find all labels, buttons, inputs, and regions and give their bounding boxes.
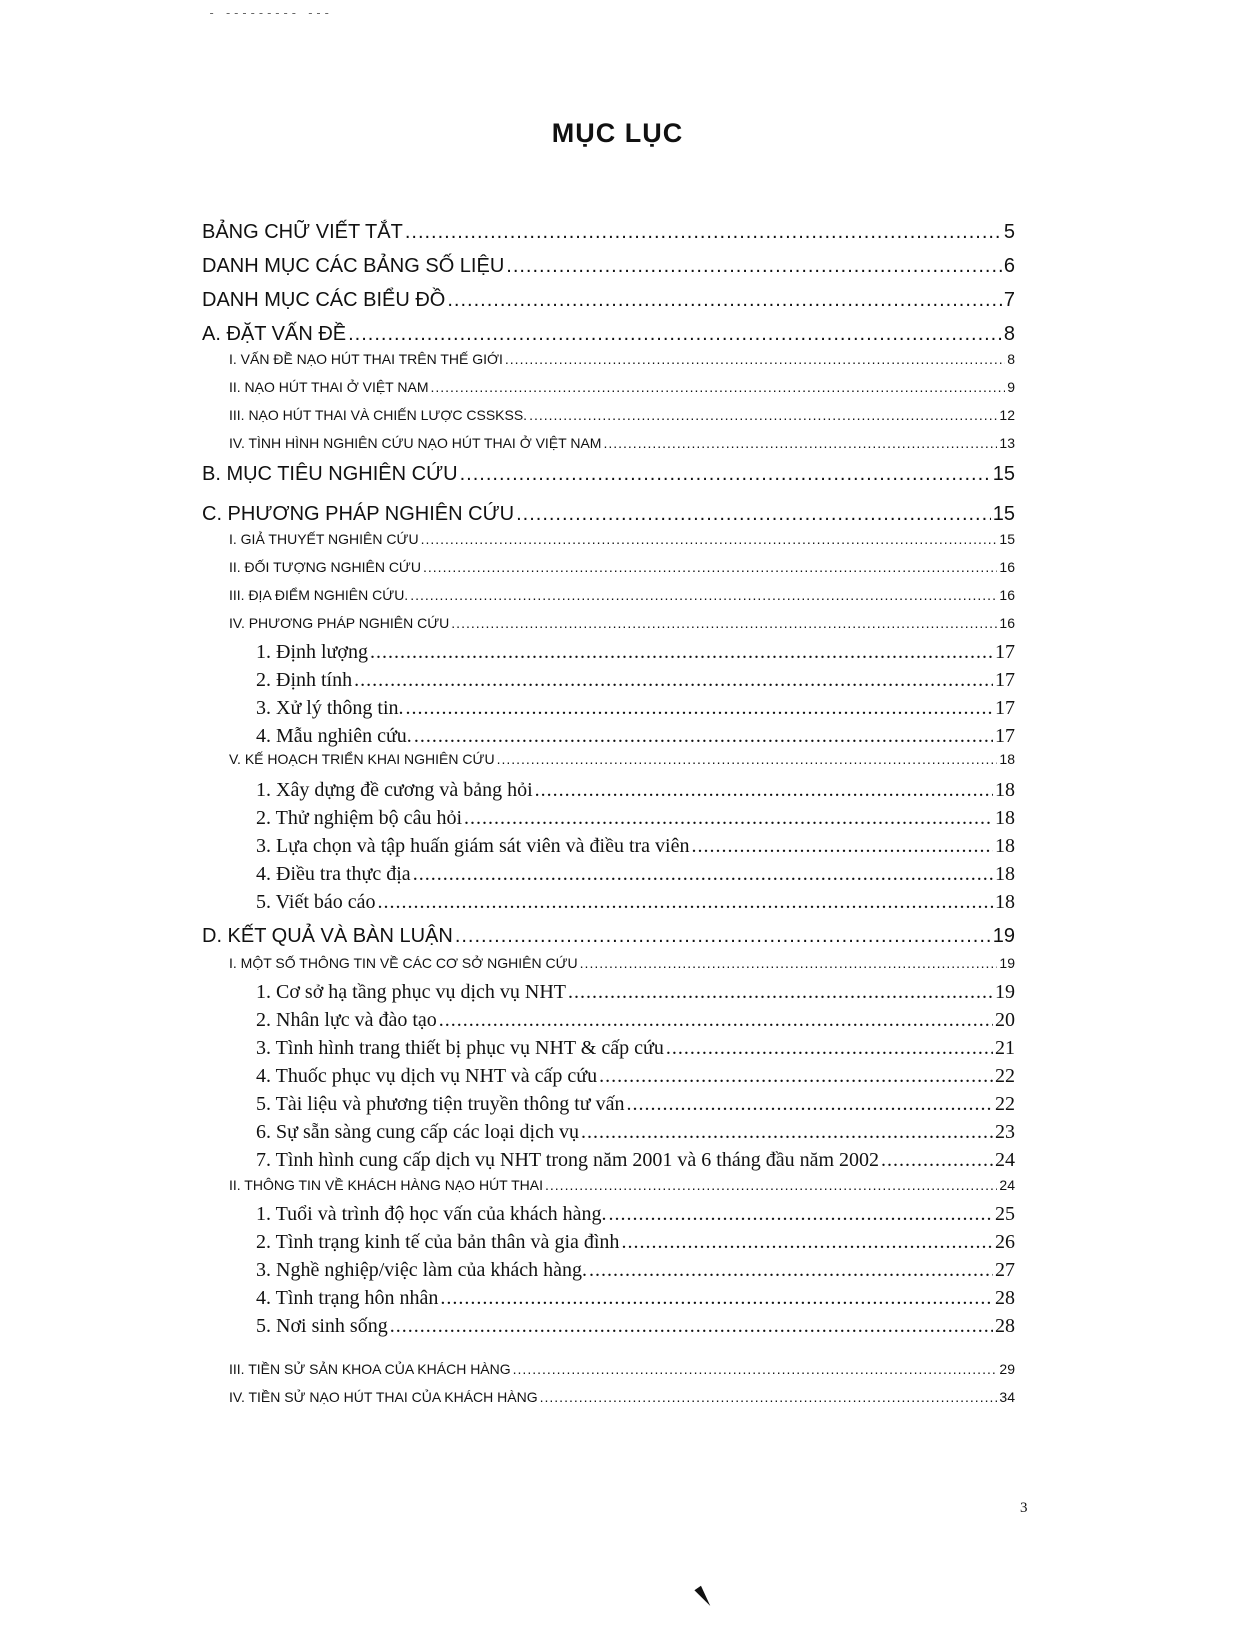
toc-entry-page: 16 [999, 615, 1015, 631]
toc-leader-dots [439, 1009, 993, 1032]
toc-entry-page: 15 [992, 503, 1015, 525]
toc-entry-label: A. ĐẶT VẤN ĐỀ [202, 323, 347, 345]
toc-leader-dots [580, 955, 998, 971]
toc-entry-page: 12 [999, 407, 1015, 423]
toc-leader-dots [589, 1259, 993, 1282]
toc-entry [256, 1065, 1015, 1088]
toc-leader-dots [691, 835, 993, 858]
toc-leader-dots [464, 807, 993, 830]
toc-entry-label: IV. PHƯƠNG PHÁP NGHIÊN CỨU [229, 615, 450, 631]
toc-entry-label: 7. Tình hình cung cấp dịch vụ NHT trong năm 2001 và 6 tháng đầu năm 2002 [256, 1149, 880, 1171]
toc-entry-page: 27 [995, 1259, 1015, 1281]
toc-entry-page: 13 [999, 435, 1015, 451]
toc-entry-page: 17 [995, 697, 1015, 719]
toc-leader-dots [535, 779, 993, 802]
toc-entry-label: B. MỤC TIÊU NGHIÊN CỨU [202, 463, 458, 485]
toc-entry-page: 18 [995, 779, 1015, 801]
toc-leader-dots [881, 1149, 993, 1172]
toc-entry [229, 435, 1015, 451]
toc-entry [229, 615, 1015, 631]
toc-entry [256, 669, 1015, 692]
toc-entry-label: 5. Tài liệu và phương tiện truyền thông tư vấn [256, 1093, 625, 1115]
toc-entry-page: 5 [1003, 221, 1015, 243]
toc-entry [202, 323, 1015, 346]
toc-leader-dots [609, 1203, 994, 1226]
toc-entry-label: I. MỘT SỐ THÔNG TIN VỀ CÁC CƠ SỞ NGHIÊN CỨU [229, 955, 578, 971]
toc-entry-label: 1. Cơ sở hạ tầng phục vụ dịch vụ NHT [256, 981, 566, 1003]
toc-entry-page: 18 [995, 807, 1015, 829]
toc-entry [202, 925, 1015, 948]
toc-leader-dots [506, 255, 1002, 278]
toc-entry-page: 17 [995, 641, 1015, 663]
toc-entry [256, 725, 1015, 748]
toc-entry-label: I. GIẢ THUYẾT NGHIÊN CỨU [229, 531, 419, 547]
toc-entry-page: 21 [995, 1037, 1015, 1059]
toc-leader-dots [378, 891, 993, 914]
toc-leader-dots [599, 1065, 993, 1088]
toc-leader-dots [354, 669, 993, 692]
toc-entry [229, 407, 1015, 423]
toc-entry-label: 1. Tuổi và trình độ học vấn của khách hàng. [256, 1203, 607, 1225]
toc-entry-page: 17 [995, 725, 1015, 747]
toc-entry-label: 5. Viết báo cáo [256, 891, 376, 913]
toc-entry [202, 255, 1015, 278]
toc-leader-dots [451, 615, 997, 631]
toc-entry-label: 4. Tình trạng hôn nhân [256, 1287, 439, 1309]
toc-leader-dots [405, 221, 1002, 244]
toc-entry [229, 379, 1015, 395]
toc-entry-page: 23 [995, 1121, 1015, 1143]
toc-leader-dots [421, 531, 998, 547]
toc-entry-label: III. ĐỊA ĐIỂM NGHIÊN CỨU. [229, 587, 409, 603]
toc-entry [256, 1121, 1015, 1144]
toc-entry-label: 6. Sự sẵn sàng cung cấp các loại dịch vụ [256, 1121, 579, 1143]
toc-entry-label: III. TIỀN SỬ SẢN KHOA CỦA KHÁCH HÀNG [229, 1361, 511, 1377]
toc-entry-page: 6 [1003, 255, 1015, 277]
toc-entry-page: 28 [995, 1287, 1015, 1309]
toc-entry-page: 18 [999, 751, 1015, 767]
toc-entry-label: II. NẠO HÚT THAI Ở VIỆT NAM [229, 379, 429, 395]
toc-entry-page: 34 [999, 1389, 1015, 1405]
toc-entry [256, 807, 1015, 830]
toc-leader-dots [581, 1121, 993, 1144]
toc-leader-dots [516, 503, 991, 526]
toc-entry-label: III. NẠO HÚT THAI VÀ CHIẾN LƯỢC CSSKSS. [229, 407, 528, 423]
toc-entry [229, 1389, 1015, 1405]
toc-leader-dots [447, 289, 1002, 312]
toc-entry-label: 2. Tình trạng kinh tế của bản thân và gia đình [256, 1231, 620, 1253]
toc-entry [202, 463, 1015, 486]
toc-entry [256, 1287, 1015, 1310]
toc-entry-page: 19 [992, 925, 1015, 947]
toc-entry-label: 2. Nhân lực và đào tạo [256, 1009, 437, 1031]
toc-entry-page: 25 [995, 1203, 1015, 1225]
toc-leader-dots [513, 1361, 998, 1377]
toc-entry-label: 3. Lựa chọn và tập huấn giám sát viên và điều tra viên [256, 835, 690, 857]
toc-entry-page: 19 [999, 955, 1015, 971]
page-number: 3 [1020, 1500, 1028, 1516]
toc-leader-dots [540, 1389, 998, 1405]
toc-entry-label: 3. Nghề nghiệp/việc làm của khách hàng. [256, 1259, 587, 1281]
toc-entry [256, 1009, 1015, 1032]
toc-entry [256, 981, 1015, 1004]
toc-entry-page: 17 [995, 669, 1015, 691]
toc-entry-label: DANH MỤC CÁC BẢNG SỐ LIỆU [202, 255, 505, 277]
toc-entry [229, 751, 1015, 767]
toc-entry-page: 24 [999, 1177, 1015, 1193]
toc-entry [229, 1361, 1015, 1377]
toc-entry-page: 28 [995, 1315, 1015, 1337]
toc-entry-page: 7 [1003, 289, 1015, 311]
toc-leader-dots [414, 725, 993, 748]
toc-entry-label: DANH MỤC CÁC BIỂU ĐỒ [202, 289, 446, 311]
toc-leader-dots [413, 863, 993, 886]
toc-entry-page: 15 [992, 463, 1015, 485]
toc-leader-dots [410, 587, 997, 603]
toc-leader-dots [348, 323, 1002, 346]
scan-artifact-mark [694, 1586, 713, 1609]
toc-entry-label: 3. Tình hình trang thiết bị phục vụ NHT & cấp cứu [256, 1037, 664, 1059]
toc-entry-page: 15 [999, 531, 1015, 547]
toc-entry-label: I. VẤN ĐỀ NẠO HÚT THAI TRÊN THẾ GIỚI [229, 351, 503, 367]
toc-leader-dots [370, 641, 993, 664]
toc-entry [256, 891, 1015, 914]
toc-entry-page: 18 [995, 891, 1015, 913]
toc-leader-dots [460, 463, 991, 486]
toc-entry-page: 19 [995, 981, 1015, 1003]
toc-leader-dots [390, 1315, 993, 1338]
toc-entry [256, 1231, 1015, 1254]
toc-leader-dots [568, 981, 993, 1004]
toc-entry [256, 835, 1015, 858]
toc-entry-label: D. KẾT QUẢ VÀ BÀN LUẬN [202, 925, 453, 947]
toc-entry [202, 289, 1015, 312]
toc-entry-label: IV. TIỀN SỬ NẠO HÚT THAI CỦA KHÁCH HÀNG [229, 1389, 538, 1405]
toc-entry-label: 1. Xây dựng đề cương và bảng hỏi [256, 779, 533, 801]
toc-entry-label: 4. Điều tra thực địa [256, 863, 411, 885]
toc-entry-label: 4. Mẫu nghiên cứu. [256, 725, 412, 747]
toc-entry-label: BẢNG CHỮ VIẾT TẮT [202, 221, 403, 243]
toc-leader-dots [666, 1037, 993, 1060]
toc-entry-page: 26 [995, 1231, 1015, 1253]
toc-leader-dots [497, 751, 998, 767]
toc-leader-dots [627, 1093, 994, 1116]
toc-entry-page: 22 [995, 1093, 1015, 1115]
toc-entry [256, 1259, 1015, 1282]
toc-leader-dots [430, 379, 1005, 395]
toc-leader-dots [545, 1177, 997, 1193]
toc-entry [256, 1093, 1015, 1116]
toc-leader-dots [406, 697, 993, 720]
toc-entry-label: 4. Thuốc phục vụ dịch vụ NHT và cấp cứu [256, 1065, 598, 1087]
toc-entry-page: 18 [995, 863, 1015, 885]
toc-leader-dots [603, 435, 997, 451]
toc-entry-label: 1. Định lượng [256, 641, 368, 663]
toc-entry-page: 16 [999, 559, 1015, 575]
toc-entry [256, 863, 1015, 886]
toc-entry-page: 8 [1007, 351, 1015, 367]
toc-leader-dots [455, 925, 991, 948]
toc-entry-page: 20 [995, 1009, 1015, 1031]
toc-entry-label: V. KẾ HOẠCH TRIỂN KHAI NGHIÊN CỨU [229, 751, 495, 767]
toc-leader-dots [423, 559, 997, 575]
toc-leader-dots [529, 407, 997, 423]
toc-entry [256, 1149, 1015, 1172]
toc-entry [229, 1177, 1015, 1193]
toc-entry [229, 559, 1015, 575]
toc-entry-page: 8 [1003, 323, 1015, 345]
toc-entry-label: 2. Định tính [256, 669, 353, 691]
toc-entry-page: 16 [999, 587, 1015, 603]
toc-entry-label: 5. Nơi sinh sống [256, 1315, 388, 1337]
toc-entry-label: 2. Thử nghiệm bộ câu hỏi [256, 807, 462, 829]
toc-entry-label: 3. Xử lý thông tin. [256, 697, 404, 719]
toc-entry-label: II. THÔNG TIN VỀ KHÁCH HÀNG NẠO HÚT THAI [229, 1177, 544, 1193]
toc-entry [202, 503, 1015, 526]
toc-entry-page: 22 [995, 1065, 1015, 1087]
scan-header-mark: - --------- --- [208, 6, 332, 20]
toc-entry [256, 779, 1015, 802]
toc-entry-page: 9 [1007, 379, 1015, 395]
toc-entry-label: IV. TÌNH HÌNH NGHIÊN CỨU NẠO HÚT THAI Ở VIỆT NAM [229, 435, 602, 451]
toc-entry [256, 1037, 1015, 1060]
toc-entry [256, 697, 1015, 720]
toc-entry-page: 18 [995, 835, 1015, 857]
toc-entry [229, 955, 1015, 971]
toc-leader-dots [505, 351, 1005, 367]
toc-entry-label: II. ĐỐI TƯỢNG NGHIÊN CỨU [229, 559, 422, 575]
toc-entry-label: C. PHƯƠNG PHÁP NGHIÊN CỨU [202, 503, 515, 525]
toc-entry [229, 531, 1015, 547]
toc-entry [256, 1315, 1015, 1338]
toc-entry [256, 1203, 1015, 1226]
toc-entry [229, 351, 1015, 367]
toc-entry [202, 221, 1015, 244]
page-title: MỤC LỤC [551, 118, 684, 148]
toc-entry [256, 641, 1015, 664]
toc-entry-page: 24 [995, 1149, 1015, 1171]
toc-entry [229, 587, 1015, 603]
toc-entry-page: 29 [999, 1361, 1015, 1377]
toc-leader-dots [440, 1287, 993, 1310]
toc-leader-dots [621, 1231, 993, 1254]
